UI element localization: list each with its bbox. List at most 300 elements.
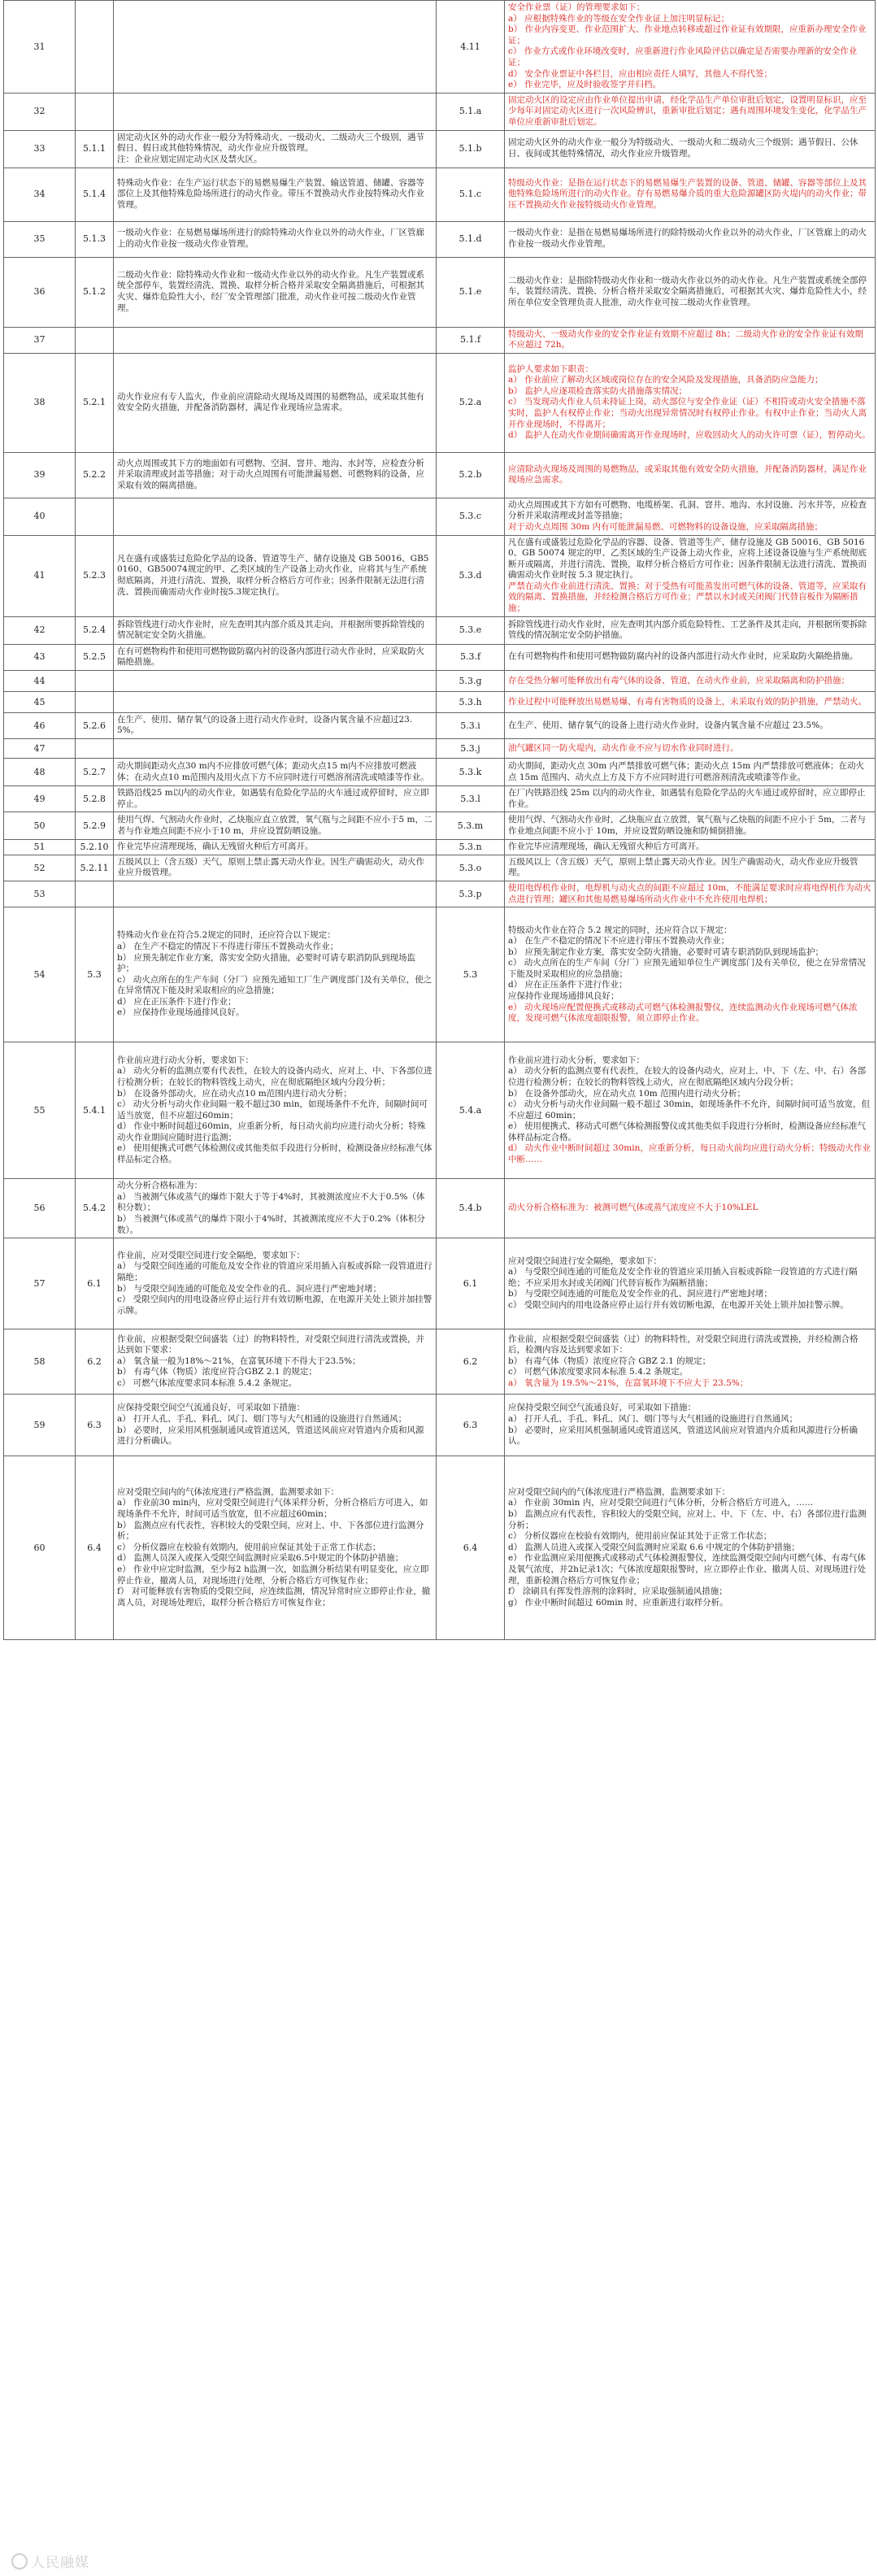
row-number — [4, 616, 76, 644]
new-requirement — [505, 130, 876, 168]
new-clause-text: 5.3.g — [459, 675, 482, 686]
new-requirement-line: 动火点周围或其下方如有可燃物、电缆桥架、孔洞、窨井、地沟、水封设施、污水井等，应检查分析并采取清理或封盖等措施； — [508, 499, 867, 521]
table-row — [4, 93, 876, 130]
old-requirement-line: 作业完毕应清理现场，确认无残留火种后方可离开。 — [117, 842, 314, 852]
old-requirement-line: c） 动火点所在的生产车间（分厂）应预先通知工厂生产调度部门及有关单位，使之在异常情况下能及时采取相应的应急措施； — [117, 974, 432, 996]
row-number-text: 46 — [33, 720, 46, 731]
new-requirement — [505, 812, 876, 840]
changed-requirement-line: c） 作业方式或作业环境改变时，应重新进行作业风险评估以确定是否需要办理新的安全作业证； — [508, 46, 858, 67]
new-clause — [437, 712, 505, 738]
changed-requirement-line: 作业过程中可能释放出易燃易爆、有毒有害物质的设备上，未采取有效的防护措施，严禁动火。 — [508, 696, 867, 707]
new-requirement — [505, 1329, 876, 1395]
new-requirement-line: d） 应在正压条件下进行作业； — [508, 980, 628, 990]
new-requirement-line: c） 动火点所在的生产车间（分厂）应预先通知单位生产调度部门及有关单位，使之在异常情况下能及时采取相应的应急措施； — [508, 958, 866, 979]
table-row — [4, 1329, 876, 1395]
new-clause-text: 5.1.d — [459, 233, 482, 245]
row-number-text: 44 — [33, 675, 46, 686]
changed-requirement-line: 安全作业票（证）的管理要求如下： — [508, 2, 645, 12]
row-number-text: 54 — [33, 968, 46, 980]
old-clause — [76, 535, 114, 616]
new-requirement — [505, 168, 876, 221]
old-clause — [76, 221, 114, 257]
new-requirement-line: 在生产、使用、储存氧气的设备上进行动火作业时，设备内氧含量不应超过 23.5%。 — [508, 720, 828, 730]
old-clause — [76, 1042, 114, 1179]
row-number — [4, 1329, 76, 1395]
row-number — [4, 907, 76, 1042]
new-requirement — [505, 1238, 876, 1329]
new-clause-text: 5.3.d — [459, 570, 482, 581]
new-requirement — [505, 644, 876, 670]
old-requirement-line: f） 对可能释放有害物质的受限空间，应连续监测，情况异常时应立即停止作业，撤离人员，对现场处理后，取样分析合格后方可恢复作业； — [117, 1586, 431, 1608]
old-clause — [76, 1329, 114, 1395]
table-row — [4, 498, 876, 535]
new-clause-text: 5.4.a — [459, 1104, 482, 1116]
old-clause — [76, 1, 114, 94]
new-requirement-line: 固定动火区外的动火作业一般分为特级动火、一级动火和二级动火三个级别；遇节假日、公休日、夜间或其他特殊情况，动火作业应升级管理。 — [508, 137, 858, 159]
table-row — [4, 616, 876, 644]
table-row — [4, 670, 876, 691]
new-requirement-line: b） 有毒气体（物质）浓度应符合 GBZ 2.1 的规定； — [508, 1355, 711, 1366]
new-requirement-line: 一级动火作业：是指在易燃易爆场所进行的除特级动火作业以外的动火作业，厂区管廊上的动火作业按一级动火作业管理。 — [508, 228, 867, 250]
new-clause-text: 5.3.i — [460, 720, 480, 731]
old-clause-text: 5.2.1 — [83, 397, 106, 408]
new-clause — [437, 616, 505, 644]
old-requirement-line: a） 动火分析的监测点要有代表性，在较大的设备内动火，应对上、中、下各部位进行检测分析；在较长的物料管线上动火，应在彻底隔绝区域内分段分析； — [117, 1066, 432, 1087]
row-number-text: 55 — [33, 1104, 46, 1116]
old-clause — [76, 855, 114, 881]
old-clause — [76, 353, 114, 452]
old-requirement-line: e） 应保持作业现场通排风良好。 — [117, 1007, 245, 1018]
old-requirement — [114, 327, 437, 353]
row-number-text: 45 — [33, 696, 46, 707]
new-requirement-line: c） 分析仪器应在校验有效期内，使用前应保证其处于正常工作状态； — [508, 1531, 772, 1542]
new-requirement — [505, 759, 876, 786]
old-clause-text: 5.4.2 — [83, 1203, 106, 1214]
row-number-text: 37 — [33, 334, 46, 346]
row-number-text: 49 — [33, 793, 46, 804]
new-requirement — [505, 1042, 876, 1179]
new-clause — [437, 130, 505, 168]
old-requirement-line: c） 分析仪器应在校验有效期内，使用前应保证其处于正常工作状态； — [117, 1542, 381, 1552]
watermark-logo-icon — [11, 2553, 28, 2569]
table-row — [4, 257, 876, 327]
row-number — [4, 498, 76, 535]
old-clause-text: 5.4.1 — [83, 1104, 106, 1116]
watermark — [11, 2551, 89, 2571]
new-requirement — [505, 907, 876, 1042]
old-requirement — [114, 452, 437, 498]
table-row — [4, 168, 876, 221]
table-row — [4, 812, 876, 840]
new-requirement-line: a） 与受限空间连通的可能危及安全作业的管道应采用插入盲板或拆除一段管道的方式进行隔绝；不应采用水封或关闭阀门代替盲板作为隔断措施； — [508, 1267, 858, 1288]
new-requirement — [505, 1179, 876, 1238]
old-clause-text: 5.1.2 — [83, 286, 106, 298]
changed-requirement-line: 存在受热分解可能释放出有毒气体的设备、管道，在动火作业前，应采取隔离和防护措施； — [508, 675, 850, 685]
new-requirement-line: c） 可燃气体浓度要求同本标准 5.4.2 条规定。 — [508, 1367, 689, 1377]
table-row — [4, 535, 876, 616]
new-clause-text: 5.1.f — [459, 334, 481, 346]
new-clause-text: 5.2.b — [459, 469, 482, 481]
new-clause-text: 5.3.o — [459, 862, 482, 873]
old-requirement-line: 凡在盛有或盛装过危险化学品的设备、管道等生产、储存设施及 GB 50016、GB50160、GB50074规定的甲、乙类区域的生产设备上动火作业，应将其与生产系统彻底隔离，并进行清洗、置换，取样分析合格后方可作业；因条件限制无法进行清洗、置换而确需动火作业时按5.3规定执行。 — [117, 553, 429, 597]
row-number — [4, 327, 76, 353]
new-requirement-line: d） 监测人员进入或探入受限空间监测时应采取 6.6 中规定的个体防护措施； — [508, 1542, 800, 1552]
new-requirement — [505, 712, 876, 738]
new-clause — [437, 691, 505, 712]
old-requirement-line: 动火点周围或其下方的地面如有可燃物、空洞、窨井、地沟、水封等，应检查分析并采取清理或封盖等措施；对于动火点周围有可能泄漏易燃、可燃物料的设备，应采取有效的隔离措施。 — [117, 458, 424, 491]
old-requirement-line: b） 有毒气体（物质）浓度应符合GBZ 2.1 的规定； — [117, 1367, 317, 1377]
old-requirement-line: b） 应预先制定作业方案，落实安全防火措施，必要时可请专职消防队到现场监护； — [117, 952, 416, 974]
new-requirement — [505, 840, 876, 855]
old-clause-text: 6.3 — [87, 1419, 102, 1430]
new-clause-text: 4.11 — [460, 41, 480, 52]
new-clause-text: 5.1.b — [459, 143, 482, 154]
new-clause — [437, 327, 505, 353]
old-clause — [76, 907, 114, 1042]
table-row — [4, 881, 876, 907]
new-requirement — [505, 1395, 876, 1456]
table-row — [4, 1042, 876, 1179]
new-clause — [437, 1456, 505, 1640]
old-requirement-line: 拆除管线进行动火作业时，应先查明其内部介质及其走向，并根据所要拆除管线的情况制定安全防火措施。 — [117, 619, 424, 641]
new-requirement — [505, 739, 876, 759]
new-requirement — [505, 498, 876, 535]
table-row — [4, 759, 876, 786]
changed-requirement-line: 监护人要求如下职责： — [508, 363, 593, 374]
new-requirement-line: c） 动火分析与动火作业间隔一般不超过 30min，如现场条件不允许，间隔时间可适当放宽，但不应超过 60min； — [508, 1099, 870, 1120]
old-requirement — [114, 712, 437, 738]
old-clause — [76, 812, 114, 840]
new-requirement-line: 五级风以上（含五级）天气，原则上禁止露天动火作业。因生产确需动火，动火作业应升级管理。 — [508, 856, 858, 878]
old-requirement-line: 作业前，应根据受限空间盛装（过）的物料特性，对受限空间进行清洗或置换，并达到如下要求： — [117, 1334, 424, 1355]
old-requirement-line: c） 可燃气体浓度要求同本标准 5.4.2 条规定。 — [117, 1378, 298, 1389]
new-requirement-line: a） 在生产不稳定的情况下不应进行带压不置换动火作业； — [508, 936, 730, 946]
old-clause — [76, 257, 114, 327]
old-requirement — [114, 93, 437, 130]
new-clause-text: 5.3.f — [459, 651, 481, 663]
table-row — [4, 327, 876, 353]
new-clause-text: 5.1.c — [459, 189, 482, 200]
old-requirement-line: a） 在生产不稳定的情况下不得进行带压不置换动火作业； — [117, 941, 339, 951]
new-requirement-line: f） 涂刷具有挥发性溶剂的涂料时，应采取强制通风措施； — [508, 1586, 728, 1597]
old-clause-text: 5.2.5 — [83, 651, 106, 663]
changed-requirement-line: 特级动火作业：是指在运行状态下的易燃易爆生产装置的设备、管道、储罐、容器等部位上及其他特殊危险场所进行的动火作业。存有易燃易爆介质的重大危险源罐区防火堤内的动火作业；带压不置换动火作业按特级动火作业管理。 — [508, 177, 867, 210]
new-clause-text: 5.3.n — [459, 842, 482, 853]
new-requirement — [505, 221, 876, 257]
old-requirement — [114, 855, 437, 881]
old-requirement-line: b） 监测点应有代表性，容积较大的受限空间，应对上、中、下各部位进行监测分析； — [117, 1520, 424, 1542]
changed-requirement-line: b） 监护人应逐项检查落实防火措施落实情况； — [508, 385, 688, 396]
new-clause — [437, 168, 505, 221]
old-requirement — [114, 670, 437, 691]
table-row — [4, 712, 876, 738]
old-requirement — [114, 1179, 437, 1238]
old-requirement — [114, 691, 437, 712]
changed-requirement-line: d） 动火作业中断时间超过 30min，应重新分析，每日动火前均应进行动火分析；特级动火作业中断…… — [508, 1143, 871, 1165]
old-requirement-line: 在生产、使用、储存氧气的设备上进行动火作业时，设备内氧含量不应超过23.5%。 — [117, 714, 413, 736]
new-clause-text: 5.3.j — [460, 742, 480, 754]
new-requirement-line: b） 在设备外部动火，应在动火点 10m 范围内进行动火分析； — [508, 1088, 746, 1099]
old-requirement-line: a） 打开人孔、手孔、料孔、风门、烟门等与大气相通的设施进行自然通风； — [117, 1414, 407, 1425]
new-clause-text: 6.4 — [463, 1542, 478, 1553]
changed-requirement-line: a） 作业前应了解动火区域或岗位存在的安全风险及发现措施，具备消防应急能力； — [508, 375, 824, 385]
row-number-text: 31 — [33, 41, 46, 52]
new-requirement — [505, 353, 876, 452]
row-number-text: 56 — [33, 1203, 46, 1214]
new-requirement — [505, 670, 876, 691]
new-clause-text: 5.3.p — [459, 888, 482, 899]
row-number — [4, 855, 76, 881]
new-clause — [437, 1042, 505, 1179]
new-clause-text: 5.1.a — [459, 106, 482, 117]
new-clause — [437, 881, 505, 907]
new-requirement-line: 在厂内铁路沿线 25m 以内的动火作业，如遇装有危险化学品的火车通过或停留时，应立即停止作业。 — [508, 788, 866, 809]
new-requirement-line: 凡在盛有或盛装过危险化学品的容器、设备、管道等生产、储存设施及 GB 50016、GB 50160、GB 50074 规定的甲、乙类区域的生产设备上动火作业，应将上述设备设施与生产系统彻底断开或隔离，并进行清洗、置换，取样分析合格后方可作业；因条件限制无法进行清洗、置换而确需动火作业时按 5.3 规定执行。 — [508, 537, 867, 581]
old-requirement-line: b） 与受限空间连通的可能危及安全作业的孔、洞应进行严密地封堵； — [117, 1283, 382, 1294]
old-requirement — [114, 759, 437, 786]
row-number-text: 60 — [33, 1542, 46, 1553]
new-clause-text: 5.3 — [463, 968, 478, 980]
new-requirement — [505, 1456, 876, 1640]
old-requirement-line: d） 应在正压条件下进行作业； — [117, 996, 237, 1007]
old-requirement — [114, 1, 437, 94]
new-clause — [437, 840, 505, 855]
changed-requirement-line: 严禁在动火作业前进行清洗、置换；对于受热有可能蒸发出可燃气体的设备、管道等，应采取有效的隔离、置换措施，并经检测合格后方可作业；严禁以水封或关闭阀门代替盲板作为隔断措施； — [508, 581, 867, 614]
new-clause — [437, 452, 505, 498]
row-number — [4, 881, 76, 907]
table-row — [4, 786, 876, 812]
row-number — [4, 712, 76, 738]
new-requirement-line: 应保持受限空间空气流通良好，可采取如下措施： — [508, 1403, 696, 1413]
new-requirement-line: 作业前，应根据受限空间盛装（过）的物料特性，对受限空间进行清洗或置换，并经检测合格后，检测内容及达到要求如下： — [508, 1334, 858, 1355]
row-number — [4, 670, 76, 691]
new-clause-text: 5.3.m — [457, 820, 484, 831]
changed-requirement-line: e） 动火现场应配置便携式或移动式可燃气体检测报警仪，连续监测动火作业现场可燃气体浓度，发现可燃气体浓度超限报警，须立即停止作业。 — [508, 1002, 858, 1024]
old-clause — [76, 168, 114, 221]
old-clause — [76, 1179, 114, 1238]
old-clause-text: 5.2.8 — [83, 793, 106, 804]
old-requirement — [114, 907, 437, 1042]
row-number — [4, 786, 76, 812]
new-clause — [437, 739, 505, 759]
row-number-text: 35 — [33, 233, 46, 245]
old-clause-text: 5.2.7 — [83, 766, 106, 777]
old-requirement-line: 动火期间距动火点30 m内不应排放可燃气体；距动火点15 m内不应排放可燃液体；在动火点10 m范围内及用火点下方不应同时进行可燃溶剂清洗或喷漆等作业。 — [117, 760, 429, 782]
old-requirement-line: 特殊动火作业：在生产运行状态下的易燃易爆生产装置、输送管道、储罐、容器等部位上及其他特殊危险场所进行的动火作业。带压不置换动火作业按特殊动火作业管理。 — [117, 177, 424, 210]
new-requirement-line: 使用气焊、气割动火作业时，乙炔瓶应直立放置，氧气瓶与乙炔瓶的间距不应小于 5m，二者与作业地点间距不应小于 10m，并应设置防晒设施和防倾倒措施。 — [508, 815, 866, 836]
row-number — [4, 168, 76, 221]
table-row — [4, 452, 876, 498]
row-number-text: 50 — [33, 820, 46, 831]
new-clause — [437, 786, 505, 812]
old-requirement — [114, 644, 437, 670]
new-requirement-line: b） 与受限空间连通的可能危及安全作业的孔、洞应进行严密地封堵； — [508, 1289, 773, 1299]
old-requirement — [114, 221, 437, 257]
new-clause — [437, 535, 505, 616]
table-row — [4, 644, 876, 670]
old-requirement-line: b） 当被测气体或蒸气的爆炸下限小于4%时，其被测浓度应不大于0.2%（体积分数）。 — [117, 1213, 425, 1235]
row-number-text: 53 — [33, 888, 46, 899]
new-requirement-line: a） 打开人孔、手孔、料孔、风门、烟门等与大气相通的设施进行自然通风； — [508, 1414, 798, 1425]
new-clause — [437, 257, 505, 327]
old-clause-text: 5.2.4 — [83, 624, 106, 636]
old-requirement-line: a） 氧含量一般为18%～21%，在富氧环境下不得大于23.5%； — [117, 1355, 361, 1366]
new-requirement — [505, 616, 876, 644]
old-clause — [76, 327, 114, 353]
old-requirement-line: 动火作业应有专人监火，作业前应清除动火现场及周围的易燃物品，或采取其他有效安全防火措施，并配备消防器材，满足作业现场应急需求。 — [117, 391, 424, 413]
row-number — [4, 452, 76, 498]
table-body — [4, 1, 876, 1640]
old-clause-text: 5.1.4 — [83, 189, 106, 200]
old-clause — [76, 452, 114, 498]
old-requirement-line: 一级动火作业：在易燃易爆场所进行的除特殊动火作业以外的动火作业，厂区管廊上的动火作业按一级动火作业管理。 — [117, 228, 424, 250]
new-clause-text: 5.3.c — [459, 511, 482, 522]
table-row — [4, 840, 876, 855]
old-clause-text: 5.1.3 — [83, 233, 106, 245]
changed-requirement-line: c） 当发现动火作业人员未持证上岗，动火部位与安全作业证（证）不相符或动火安全措施不落实时，监护人有权停止作业；当动火出现异常情况时有权停止作业。有权中止作业；当动火人离开作业现场时，不得离开； — [508, 397, 867, 429]
new-requirement-line: 作业完毕应清理现场，确认无残留火种后方可离开。 — [508, 842, 705, 852]
comparison-table — [3, 0, 876, 1640]
row-number — [4, 535, 76, 616]
row-number — [4, 1395, 76, 1456]
table-row — [4, 1238, 876, 1329]
row-number-text: 42 — [33, 624, 46, 636]
new-requirement-line: e） 使用便携式、移动式可燃气体检测报警仪或其他类似手段进行分析时，检测设备应经标准气体样品标定合格。 — [508, 1121, 867, 1142]
comparison-sheet — [3, 0, 875, 1640]
new-clause-text: 6.2 — [463, 1355, 478, 1367]
old-clause-text: 5.1.1 — [83, 143, 106, 154]
old-requirement-line: b） 必要时，应采用风机强制通风或管道送风，管道送风前应对管道内介质和风源进行分析确认。 — [117, 1425, 424, 1447]
old-requirement — [114, 1042, 437, 1179]
table-row — [4, 1179, 876, 1238]
old-requirement-line: e） 作业中应定时监测，至少每2 h监测一次，如监测分析结果有明显变化，应立即停止作业，撤离人员，对现场进行处理，分析合格后方可恢复作业； — [117, 1564, 429, 1586]
old-requirement-line: 应保持受限空间空气流通良好，可采取如下措施： — [117, 1403, 305, 1413]
old-requirement-line: c） 受限空间内的用电设备应停止运行并有效切断电源，在电源开关处上锁并加挂警示牌。 — [117, 1295, 432, 1316]
old-requirement — [114, 840, 437, 855]
changed-requirement-line: 特级动火、一级动火作业的安全作业证有效期不应超过 8h；二级动火作业的安全作业证有效期不应超过 72h。 — [508, 329, 863, 350]
new-requirement-line: c） 受限空间内的用电设备应停止运行并有效切断电源，在电源开关处上锁并加挂警示牌。 — [508, 1300, 849, 1311]
new-clause — [437, 498, 505, 535]
row-number-text: 32 — [33, 106, 46, 117]
table-row — [4, 691, 876, 712]
old-requirement-line: 作业前，应对受限空间进行安全隔绝，要求如下： — [117, 1250, 305, 1260]
old-clause-text: 6.2 — [87, 1355, 102, 1367]
new-requirement-line: g） 作业中断时间超过 60min 时，应重新进行取样分析。 — [508, 1597, 728, 1608]
old-requirement-line: 使用气焊、气割动火作业时，乙炔瓶应直立放置，氧气瓶与之间距不应小于5 m，二者与作业地点间距不应小于10 m，并应设置防晒设施。 — [117, 815, 432, 836]
row-number-text: 38 — [33, 397, 46, 408]
old-clause — [76, 759, 114, 786]
new-clause — [437, 1238, 505, 1329]
old-clause-text: 5.2.3 — [83, 570, 106, 581]
table-row — [4, 855, 876, 881]
old-clause — [76, 130, 114, 168]
changed-requirement-line: e） 作业完毕，应及时验收签字并归档。 — [508, 80, 662, 90]
old-requirement-line: a） 作业前30 min内，应对受限空间进行气体采样分析，分析合格后方可进入，如现场条件不允许，时间可适当放宽，但不应超过60min； — [117, 1498, 428, 1520]
new-requirement-line: 动火期间，距动火点 30m 内严禁排放可燃气体；距动火点 15m 内严禁排放可燃液体；在动火点 15m 范围内、动火点上方及下方不应同时进行可燃溶剂清洗或喷漆等作业。 — [508, 760, 864, 782]
old-requirement-line: 二级动火作业：除特殊动火作业和一级动火作业以外的动火作业。凡生产装置或系统全部停车，装置经清洗、置换、取样分析合格并采取安全隔离措施后，可根据其火灾、爆炸危险性大小，经厂安全管理部门批准，动火作业可按二级动火作业管理。 — [117, 269, 424, 313]
old-clause — [76, 691, 114, 712]
table-row — [4, 1456, 876, 1640]
old-requirement — [114, 1238, 437, 1329]
row-number-text: 58 — [33, 1355, 46, 1367]
watermark-text: 人民融媒 — [31, 2555, 89, 2571]
new-clause-text: 5.3.e — [459, 624, 482, 636]
old-clause — [76, 498, 114, 535]
new-requirement — [505, 855, 876, 881]
new-requirement — [505, 1, 876, 94]
row-number-text: 33 — [33, 143, 46, 154]
old-requirement-line: b） 在设备外部动火，应在动火点10 m范围内进行动火分析； — [117, 1088, 352, 1099]
old-requirement — [114, 1456, 437, 1640]
new-clause-text: 5.1.e — [459, 286, 482, 298]
old-requirement — [114, 535, 437, 616]
new-clause — [437, 221, 505, 257]
new-requirement-line: 应保持作业现场通排风良好； — [508, 991, 619, 1002]
new-requirement-line: 在有可燃物构件和使用可燃物做防腐内衬的设备内部进行动火作业时，应采取防火隔绝措施。 — [508, 651, 858, 662]
table-row — [4, 907, 876, 1042]
old-requirement-line: d） 作业中断时间超过60min，应重新分析，每日动火前均应进行动火分析；特殊动火作业期间应随时进行监测； — [117, 1121, 426, 1142]
new-clause — [437, 812, 505, 840]
new-requirement-line: 应对受限空间进行安全隔绝，要求如下： — [508, 1255, 662, 1266]
changed-requirement-line: 固定动火区的设定应由作业单位提出申请，经化学品生产单位审批后划定，设置明显标识，应至少每年对固定动火区进行一次风险辨识，重新审批后划定；遇有周围环境发生变化，化学品生产单位应重新审批后划定。 — [508, 94, 867, 127]
row-number-text: 43 — [33, 651, 46, 663]
new-requirement-line: b） 应预先制定作业方案，落实安全防火措施，必要时可请专职消防队到现场监护； — [508, 946, 824, 957]
row-number — [4, 644, 76, 670]
old-requirement — [114, 812, 437, 840]
table-row — [4, 739, 876, 759]
old-clause — [76, 644, 114, 670]
table-row — [4, 130, 876, 168]
changed-requirement-line: 油气罐区同一防火堤内，动火作业不应与切水作业同时进行。 — [508, 742, 739, 753]
row-number-text: 52 — [33, 862, 46, 873]
new-requirement-line: b） 必要时，应采用风机强制通风或管道送风，管道送风前应对管道内介质和风源进行分析确认。 — [508, 1425, 858, 1447]
old-clause-text: 5.3 — [87, 968, 102, 980]
new-requirement-line: 二级动火作业：是指除特级动火作业和一级动火作业以外的动火作业。凡生产装置或系统全部停车，装置经清洗、置换、分析合格并采取安全隔离措施后，可根据其火灾、爆炸危险性大小，经所在单位安全管理负责人批准，动火作业可按二级动火作业管理。 — [508, 275, 867, 307]
old-clause-text: 5.2.2 — [83, 469, 106, 481]
old-requirement — [114, 353, 437, 452]
old-clause — [76, 1456, 114, 1640]
old-clause — [76, 1238, 114, 1329]
new-requirement — [505, 327, 876, 353]
changed-requirement-line: d） 监护人在动火作业期间确需离开作业现场时，应收回动火人的动火许可票（证），暂停动火。 — [508, 430, 871, 441]
row-number — [4, 1238, 76, 1329]
row-number — [4, 257, 76, 327]
old-clause-text: 6.4 — [87, 1542, 102, 1553]
new-requirement — [505, 452, 876, 498]
row-number-text: 57 — [33, 1277, 46, 1289]
old-clause — [76, 670, 114, 691]
new-requirement-line: 应对受限空间内的气体浓度进行严格监测，监测要求如下： — [508, 1486, 730, 1497]
row-number-text: 40 — [33, 511, 46, 522]
row-number — [4, 691, 76, 712]
row-number-text: 47 — [33, 742, 46, 754]
row-number-text: 59 — [33, 1419, 46, 1430]
old-requirement-line: 应对受限空间内的气体浓度进行严格监测，监测要求如下： — [117, 1486, 339, 1497]
old-clause — [76, 840, 114, 855]
new-requirement-line: a） 作业前 30min 内，应对受限空间进行气体分析，分析合格后方可进入，…… — [508, 1498, 814, 1508]
new-requirement — [505, 691, 876, 712]
old-requirement — [114, 168, 437, 221]
new-requirement-line: a） 动火分析的监测点要有代表性，在较大的设备内动火，应对上、中、下（左、中、右）各部位进行检测分析；在较长的物料管线上动火，应在彻底隔绝区域内分段分析； — [508, 1066, 867, 1087]
row-number — [4, 93, 76, 130]
row-number — [4, 221, 76, 257]
old-requirement-line: d） 监测人员深入或探入受限空间监测时应采取6.5中规定的个体防护措施； — [117, 1553, 404, 1564]
old-clause-text: 5.2.10 — [80, 842, 109, 853]
row-number — [4, 1456, 76, 1640]
old-requirement-line: a） 当被测气体或蒸气的爆炸下限大于等于4%时，其被测浓度应不大于0.5%（体积分数）； — [117, 1191, 425, 1213]
old-requirement-line: c） 动火分析与动火作业间隔一般不超过30 min，如现场条件不允许，间隔时间可适当放宽，但不应超过60min； — [117, 1099, 428, 1120]
new-clause — [437, 644, 505, 670]
